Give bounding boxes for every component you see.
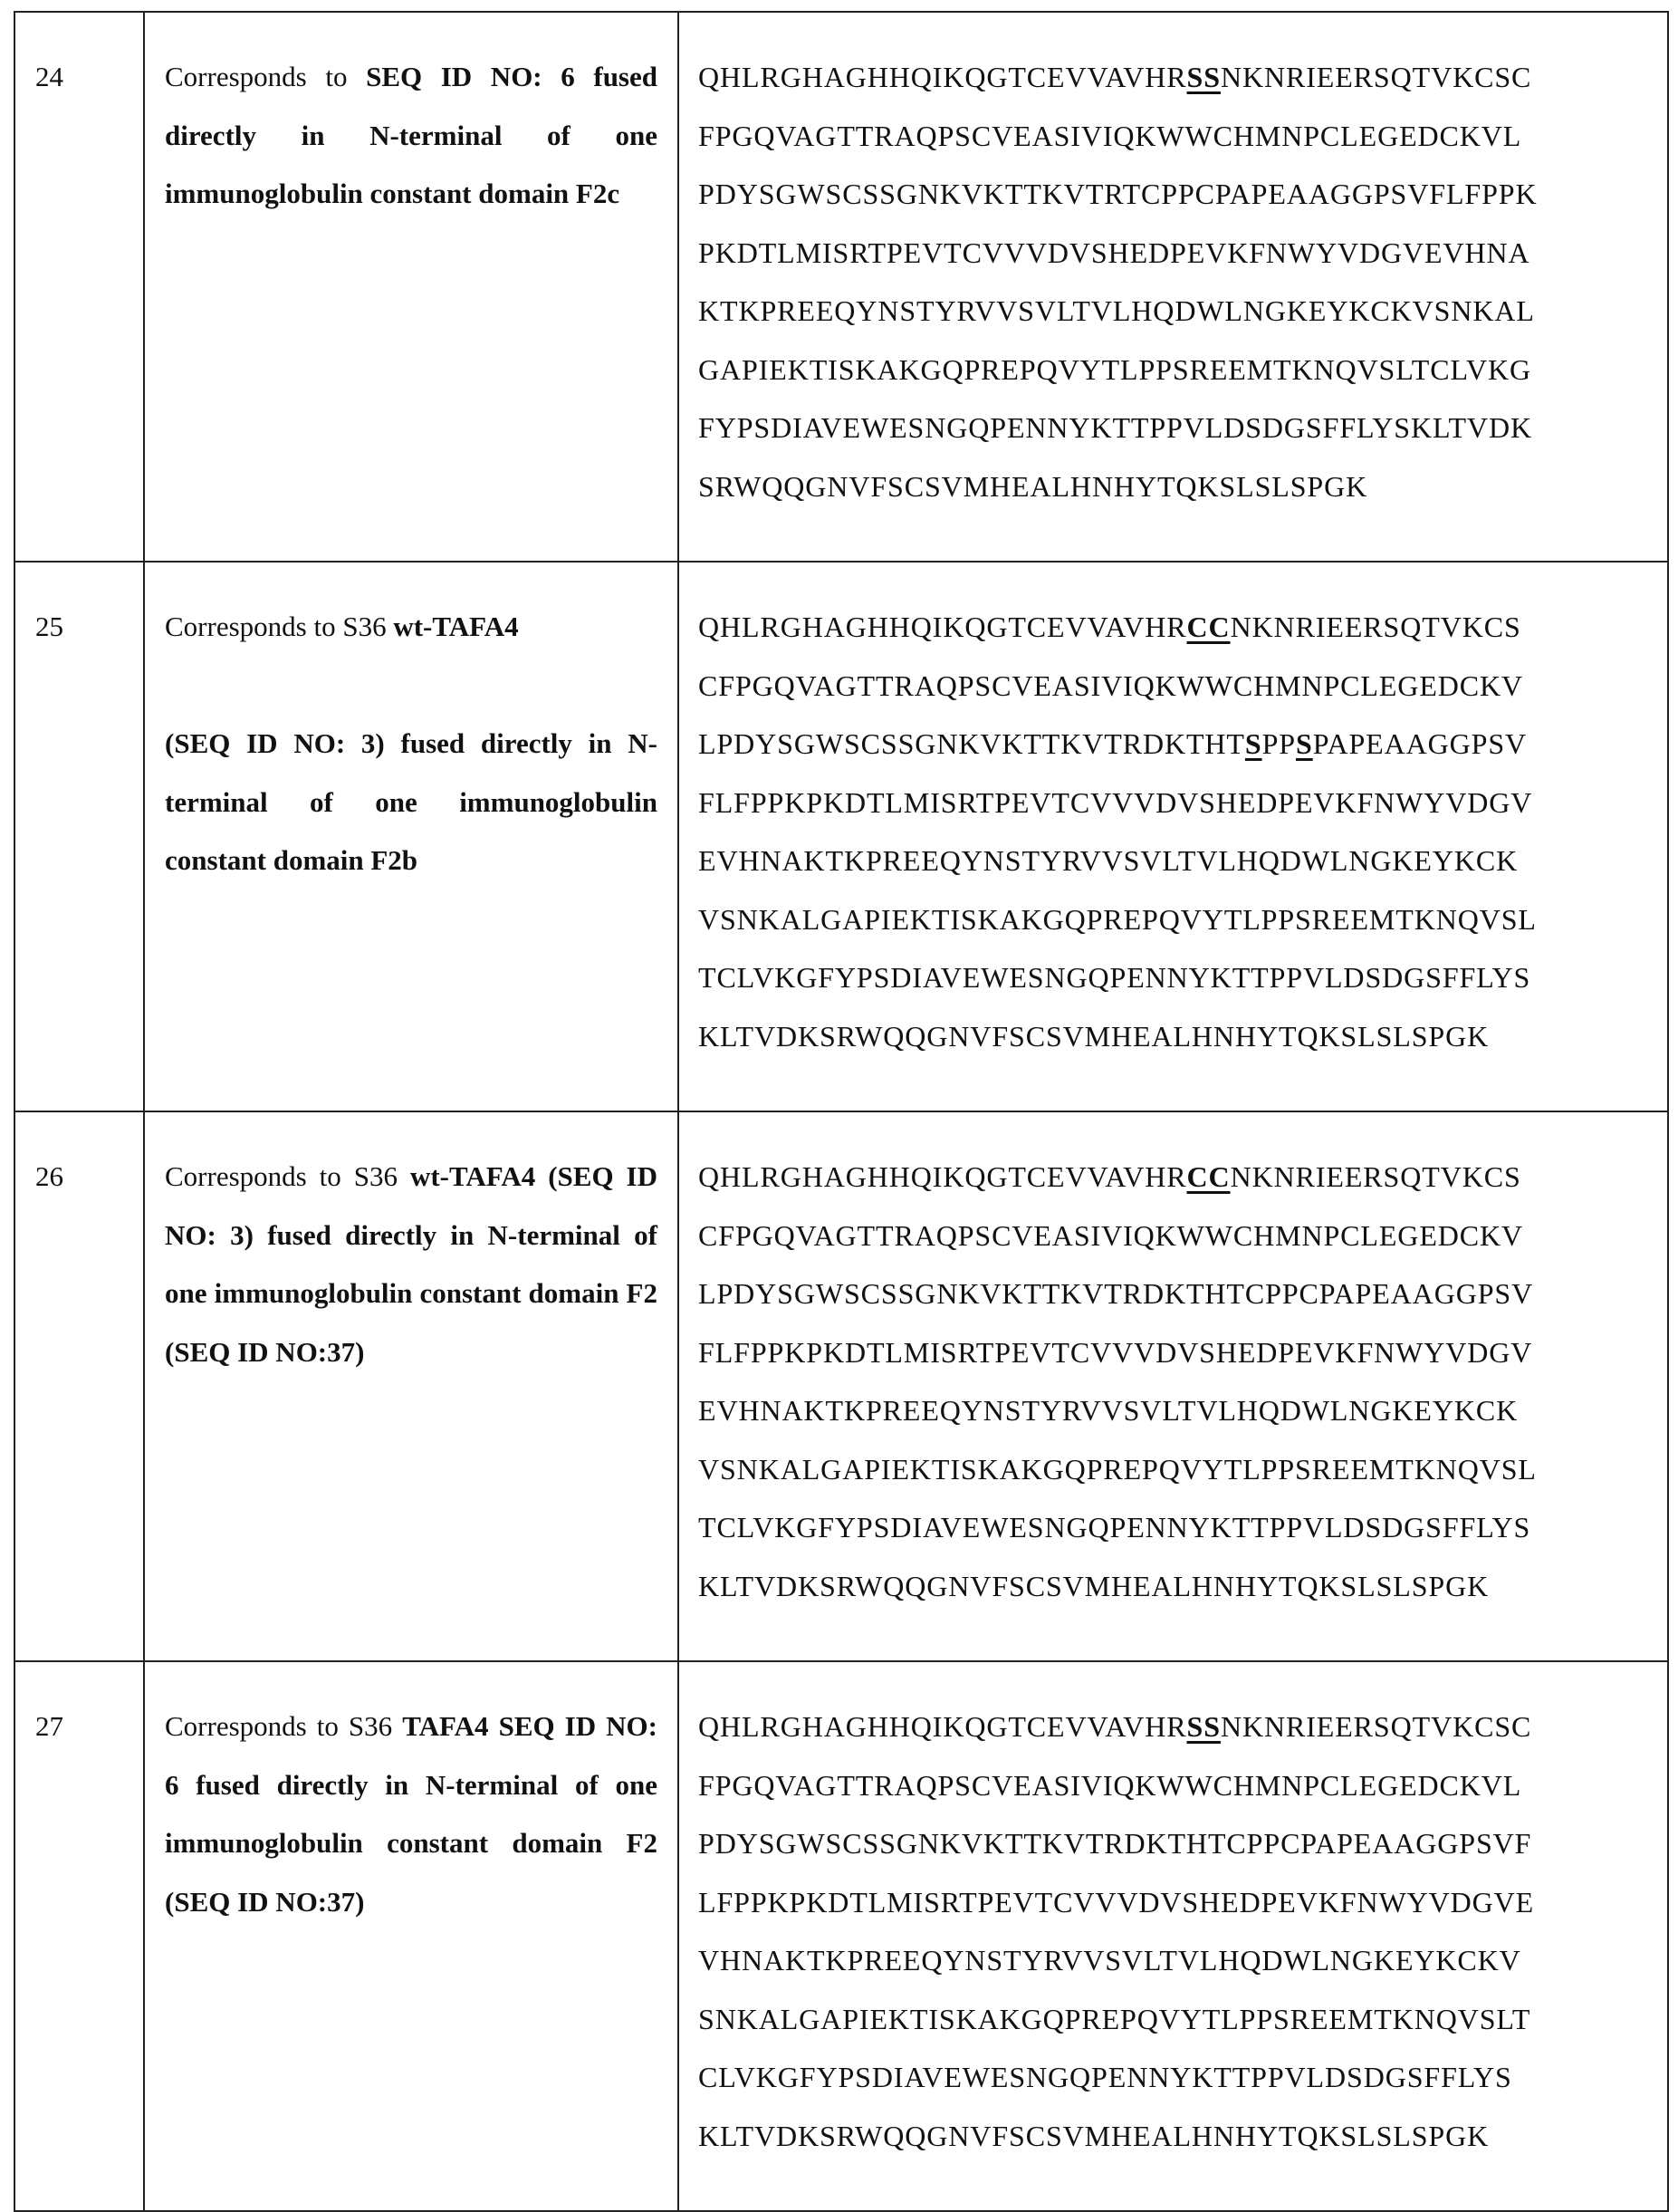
mutated-residue: CC: [1187, 1160, 1231, 1193]
mutated-residue: SS: [1187, 1710, 1221, 1743]
description-cell: [144, 562, 678, 1111]
sequence-line: [698, 1931, 1667, 1990]
sequence-segment: QHLRGHAGHHQIKQGTCEVVAVHR: [698, 1710, 1187, 1743]
sequence-segment: CFPGQVAGTTRAQPSCVEASIVIQKWWCHMNPCLEGEDCKV: [698, 669, 1523, 702]
sequence-segment: VHNAKTKPREEQYNSTYRVVSVLTVLHQDWLNGKEYKCKV: [698, 1944, 1521, 1976]
sequence-line: [698, 1557, 1667, 1616]
sequence-segment: LPDYSGWSCSSGNKVKTTKVTRDKTHT: [698, 727, 1245, 760]
description-paragraph: [165, 715, 657, 890]
sequence-segment: FYPSDIAVEWESNGQPENNYKTTPPVLDSDGSFFLYSKLTVDK: [698, 411, 1532, 444]
sequence-segment: SNKALGAPIEKTISKAKGQPREPQVYTLPPSREEMTKNQVSLT: [698, 2003, 1530, 2035]
sequence-line: [698, 1697, 1667, 1756]
sequence-line: [698, 282, 1667, 341]
sequence-segment: NKNRIEERSQTVKCSC: [1221, 61, 1531, 93]
sequence-line: [698, 1440, 1667, 1499]
sequence-segment: PDYSGWSCSSGNKVKTTKVTRDKTHTCPPCPAPEAAGGPSVF: [698, 1827, 1531, 1860]
sequence-line: [698, 832, 1667, 890]
description-cell: [144, 1111, 678, 1661]
description-paragraph: [165, 598, 657, 657]
description-text: Corresponds to S36: [165, 1710, 402, 1742]
sequence-line: [698, 1207, 1667, 1265]
mutated-residue: SS: [1187, 61, 1221, 93]
sequence-segment: GAPIEKTISKAKGQPREPQVYTLPPSREEMTKNQVSLTCLVKG: [698, 353, 1531, 386]
sequence-cell: [678, 12, 1668, 562]
sequence-segment: FLFPPKPKDTLMISRTPEVTCVVVDVSHEDPEVKFNWYVDGV: [698, 1336, 1532, 1369]
description-bold-text: TAFA4 SEQ ID NO: 6 fused directly in N-terminal of one immunoglobulin constant domain F2 (SEQ ID NO:37): [165, 1710, 657, 1918]
sequence-line: [698, 598, 1667, 657]
sequence-segment: FPGQVAGTTRAQPSCVEASIVIQKWWCHMNPCLEGEDCKVL: [698, 1769, 1521, 1802]
seq-id-number: 26: [14, 1111, 144, 1661]
description-paragraph: [165, 48, 657, 224]
sequence-line: [698, 715, 1667, 774]
mutated-residue: CC: [1187, 611, 1231, 643]
mutated-residue: S: [1245, 727, 1262, 760]
sequence-line: [698, 1814, 1667, 1873]
description-bold-text: SEQ ID NO: 6 fused directly in N-terminal of one immunoglobulin constant domain F2c: [165, 61, 657, 209]
sequence-line: [698, 1007, 1667, 1066]
sequence-line: [698, 224, 1667, 283]
description-text: Corresponds to: [165, 61, 366, 92]
sequence-segment: KLTVDKSRWQQGNVFSCSVMHEALHNHYTQKSLSLSPGK: [698, 1020, 1489, 1053]
sequence-line: [698, 48, 1667, 107]
sequence-segment: VSNKALGAPIEKTISKAKGQPREPQVYTLPPSREEMTKNQVSL: [698, 903, 1537, 936]
sequence-segment: PKDTLMISRTPEVTCVVVDVSHEDPEVKFNWYVDGVEVHNA: [698, 236, 1530, 269]
sequence-segment: FPGQVAGTTRAQPSCVEASIVIQKWWCHMNPCLEGEDCKVL: [698, 120, 1521, 152]
sequence-line: [698, 457, 1667, 516]
sequence-line: [698, 2107, 1667, 2166]
description-cell: [144, 12, 678, 562]
seq-id-number: 25: [14, 562, 144, 1111]
sequence-line: [698, 1381, 1667, 1440]
mutated-residue: S: [1296, 727, 1313, 760]
sequence-segment: NKNRIEERSQTVKCS: [1231, 1160, 1521, 1193]
sequence-segment: KLTVDKSRWQQGNVFSCSVMHEALHNHYTQKSLSLSPGK: [698, 2120, 1489, 2152]
sequence-segment: LPDYSGWSCSSGNKVKTTKVTRDKTHTCPPCPAPEAAGGPSV: [698, 1277, 1533, 1310]
sequence-segment: QHLRGHAGHHQIKQGTCEVVAVHR: [698, 611, 1187, 643]
sequence-line: [698, 1756, 1667, 1815]
sequence-line: [698, 1148, 1667, 1207]
sequence-line: [698, 774, 1667, 832]
table-row: [14, 1111, 1668, 1661]
sequence-segment: CFPGQVAGTTRAQPSCVEASIVIQKWWCHMNPCLEGEDCKV: [698, 1219, 1523, 1252]
table-row: [14, 562, 1668, 1111]
sequence-segment: EVHNAKTKPREEQYNSTYRVVSVLTVLHQDWLNGKEYKCK: [698, 844, 1518, 877]
sequence-line: [698, 1323, 1667, 1382]
sequence-line: [698, 2048, 1667, 2107]
sequence-cell: [678, 1111, 1668, 1661]
sequence-table: [14, 11, 1669, 2212]
sequence-line: [698, 1265, 1667, 1323]
description-bold-text: wt-TAFA4: [393, 611, 518, 642]
sequence-segment: EVHNAKTKPREEQYNSTYRVVSVLTVLHQDWLNGKEYKCK: [698, 1394, 1518, 1427]
sequence-cell: [678, 1661, 1668, 2211]
description-text: Corresponds to S36: [165, 1160, 410, 1192]
description-bold-text: wt-TAFA4 (SEQ ID NO: 3) fused directly in N-terminal of one immunoglobulin constant domain F2 (SEQ ID NO:37): [165, 1160, 657, 1368]
sequence-segment: NKNRIEERSQTVKCS: [1231, 611, 1521, 643]
seq-id-number: 27: [14, 1661, 144, 2211]
sequence-segment: TCLVKGFYPSDIAVEWESNGQPENNYKTTPPVLDSDGSFFLYS: [698, 961, 1530, 994]
sequence-line: [698, 657, 1667, 716]
sequence-segment: FLFPPKPKDTLMISRTPEVTCVVVDVSHEDPEVKFNWYVDGV: [698, 786, 1532, 819]
sequence-segment: KLTVDKSRWQQGNVFSCSVMHEALHNHYTQKSLSLSPGK: [698, 1570, 1489, 1602]
sequence-line: [698, 948, 1667, 1007]
sequence-segment: PP: [1262, 727, 1296, 760]
table-row: [14, 12, 1668, 562]
sequence-line: [698, 1990, 1667, 2049]
table-row: [14, 1661, 1668, 2211]
sequence-line: [698, 1873, 1667, 1932]
description-paragraph: [165, 1697, 657, 1931]
sequence-segment: KTKPREEQYNSTYRVVSVLTVLHQDWLNGKEYKCKVSNKAL: [698, 294, 1535, 327]
sequence-segment: QHLRGHAGHHQIKQGTCEVVAVHR: [698, 61, 1187, 93]
sequence-segment: CLVKGFYPSDIAVEWESNGQPENNYKTTPPVLDSDGSFFLYS: [698, 2061, 1512, 2093]
sequence-segment: NKNRIEERSQTVKCSC: [1221, 1710, 1531, 1743]
description-paragraph: [165, 1148, 657, 1381]
sequence-segment: PAPEAAGGPSV: [1313, 727, 1527, 760]
sequence-cell: [678, 562, 1668, 1111]
sequence-line: [698, 1498, 1667, 1557]
sequence-line: [698, 107, 1667, 166]
sequence-segment: PDYSGWSCSSGNKVKTTKVTRTCPPCPAPEAAGGPSVFLFPPK: [698, 178, 1538, 210]
sequence-line: [698, 890, 1667, 949]
sequence-segment: TCLVKGFYPSDIAVEWESNGQPENNYKTTPPVLDSDGSFFLYS: [698, 1511, 1530, 1544]
sequence-line: [698, 165, 1667, 224]
sequence-segment: QHLRGHAGHHQIKQGTCEVVAVHR: [698, 1160, 1187, 1193]
seq-id-number: 24: [14, 12, 144, 562]
sequence-line: [698, 399, 1667, 457]
sequence-line: [698, 341, 1667, 399]
description-cell: [144, 1661, 678, 2211]
description-bold-text: (SEQ ID NO: 3) fused directly in N-terminal of one immunoglobulin constant domain F2b: [165, 727, 657, 876]
sequence-segment: LFPPKPKDTLMISRTPEVTCVVVDVSHEDPEVKFNWYVDGVE: [698, 1886, 1534, 1919]
sequence-table-body: [14, 12, 1668, 2211]
sequence-segment: VSNKALGAPIEKTISKAKGQPREPQVYTLPPSREEMTKNQVSL: [698, 1453, 1537, 1486]
description-text: Corresponds to S36: [165, 611, 393, 642]
sequence-segment: SRWQQGNVFSCSVMHEALHNHYTQKSLSLSPGK: [698, 470, 1367, 503]
